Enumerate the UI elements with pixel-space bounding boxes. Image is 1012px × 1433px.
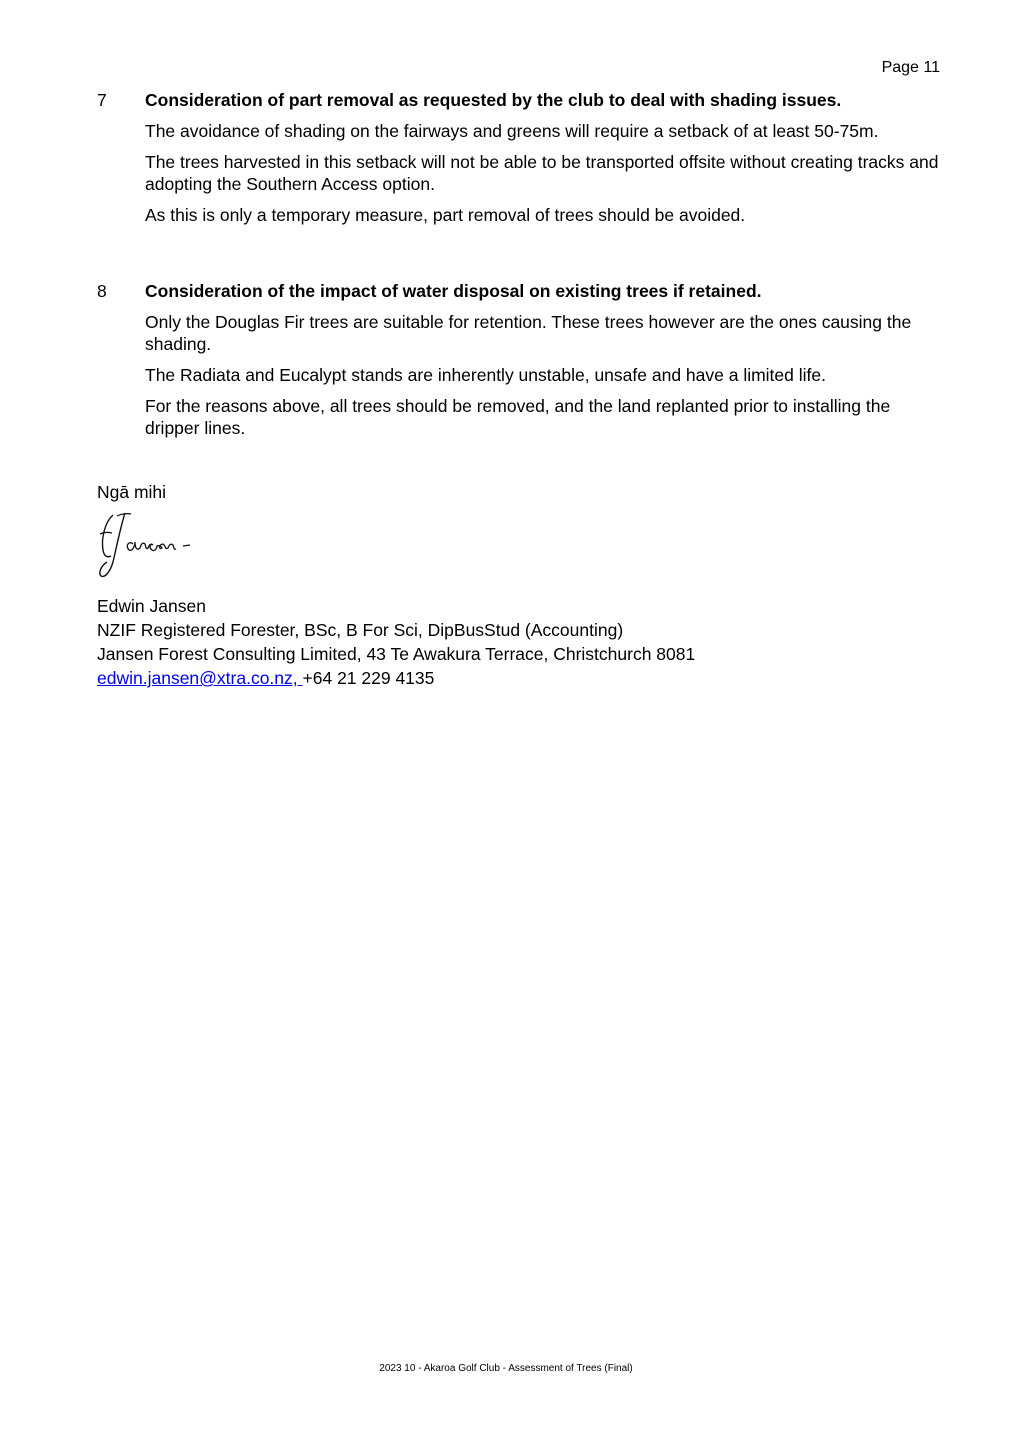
paragraph: Only the Douglas Fir trees are suitable for retention. These trees however are the ones causing the shading. (145, 312, 912, 354)
section-heading (97, 280, 942, 302)
paragraph: The Radiata and Eucalypt stands are inherently unstable, unsafe and have a limited life. (145, 365, 826, 385)
section-number: 8 (97, 281, 107, 301)
email-link[interactable]: edwin.jansen@xtra.co.nz, (97, 668, 303, 688)
paragraph: As this is only a temporary measure, part removal of trees should be avoided. (145, 205, 746, 225)
section-title: Consideration of the impact of water disposal on existing trees if retained. (145, 281, 762, 301)
page-footer: 2023 10 - Akaroa Golf Club - Assessment of Trees (Final) (379, 1363, 633, 1374)
paragraph: For the reasons above, all trees should be removed, and the land replanted prior to installing the dripper lines. (145, 396, 891, 438)
signer-name: Edwin Jansen (97, 596, 206, 616)
signer-credentials: NZIF Registered Forester, BSc, B For Sci, DipBusStud (Accounting) (97, 620, 624, 640)
contact-line (97, 666, 695, 690)
page-number: Page 11 (881, 59, 940, 76)
signature-block (97, 594, 695, 690)
section-8 (97, 280, 942, 439)
closing-salutation: Ngā mihi (97, 482, 167, 502)
phone-number: +64 21 229 4135 (302, 668, 435, 688)
section-number: 7 (97, 90, 107, 110)
company-address: Jansen Forest Consulting Limited, 43 Te Awakura Terrace, Christchurch 8081 (97, 644, 696, 664)
section-7 (97, 89, 942, 226)
paragraph: The trees harvested in this setback will not be able to be transported offsite without creating tracks and adopting the Southern Access option. (145, 152, 939, 194)
section-heading (97, 89, 942, 111)
section-title: Consideration of part removal as requested by the club to deal with shading issues. (145, 90, 842, 110)
handwritten-signature (95, 510, 205, 585)
paragraph: The avoidance of shading on the fairways and greens will require a setback of at least 50-75m. (145, 121, 879, 141)
